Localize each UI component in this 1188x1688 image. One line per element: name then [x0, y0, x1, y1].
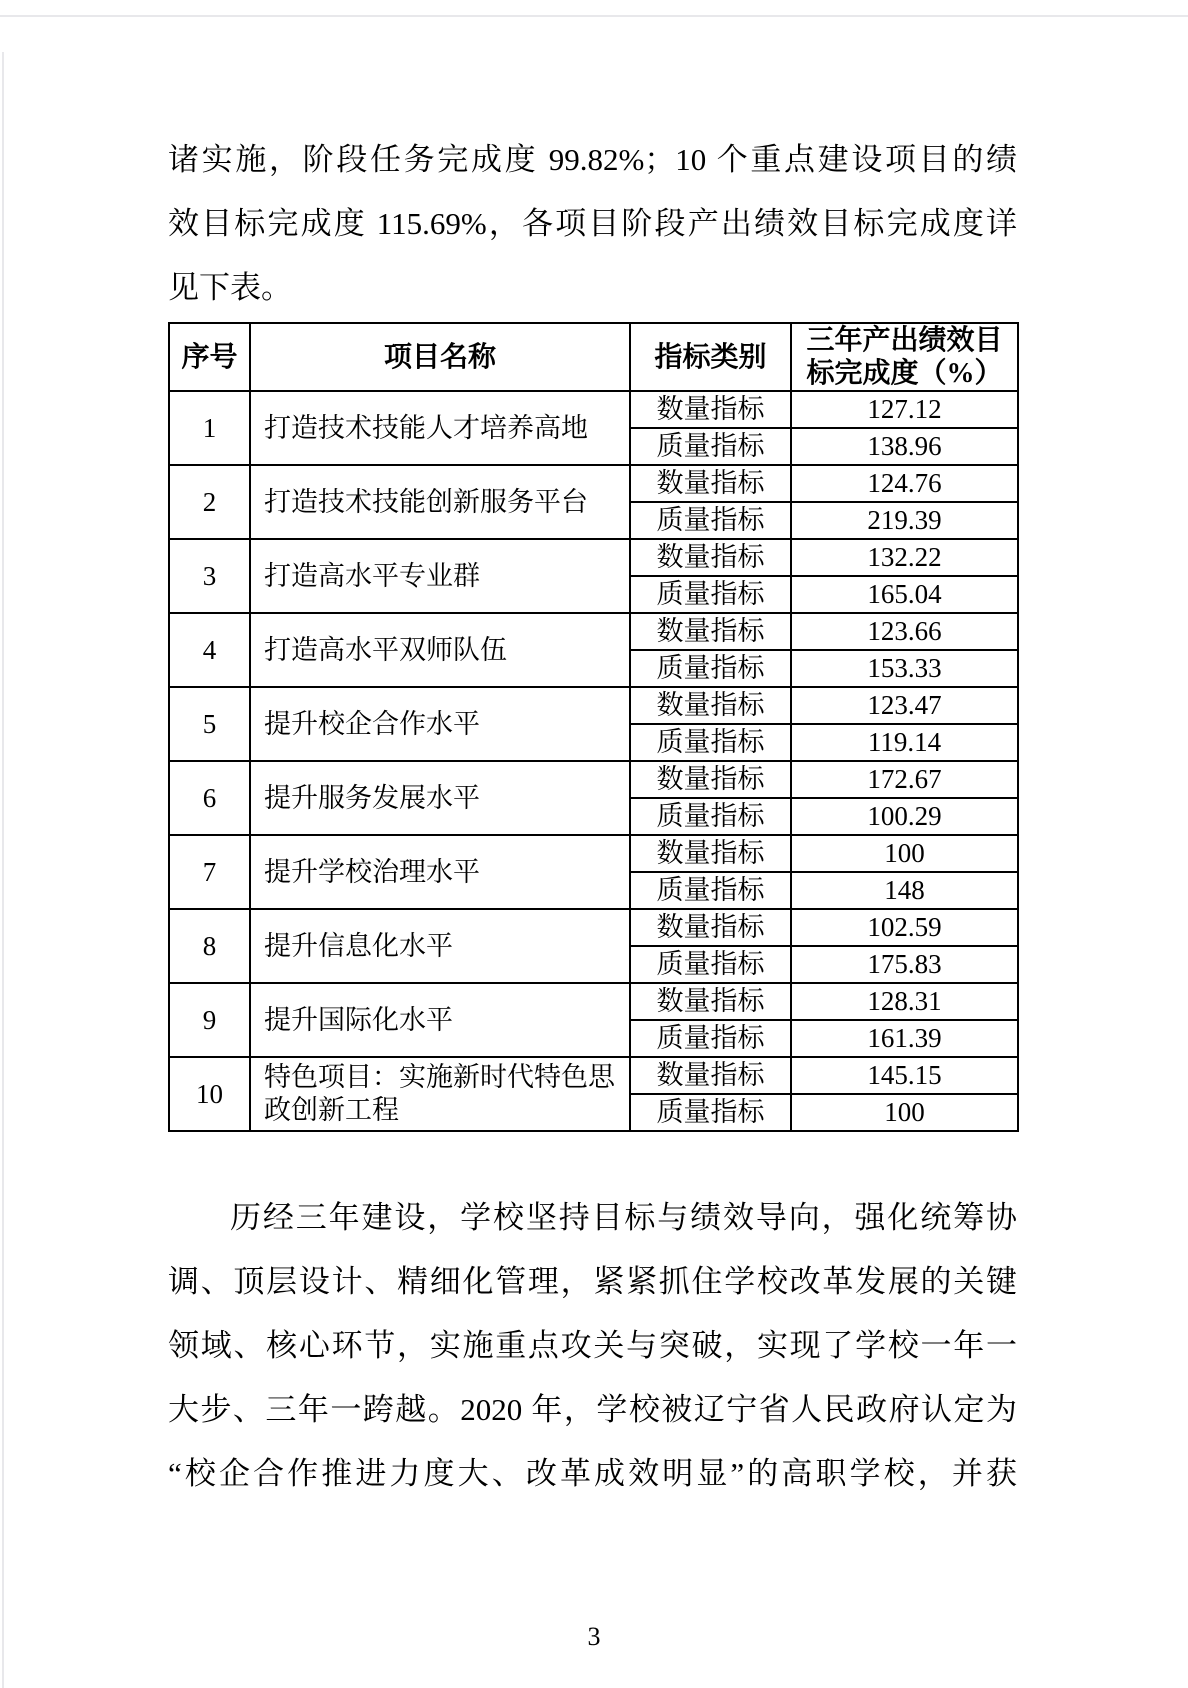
quantity-completion-value: 128.31	[791, 983, 1018, 1020]
quantity-completion-value: 123.66	[791, 613, 1018, 650]
indicator-type-quality: 质量指标	[630, 428, 791, 465]
page-top-edge-line	[0, 15, 1188, 17]
closing-line: “校企合作推进力度大、改革成效明显”的高职学校，并获	[168, 1456, 1017, 1491]
indicator-type-quality: 质量指标	[630, 724, 791, 761]
quantity-completion-value: 123.47	[791, 687, 1018, 724]
table-row-quantity	[169, 539, 1018, 576]
project-name: 打造技术技能创新服务平台	[250, 465, 630, 539]
row-serial-number: 9	[169, 983, 250, 1057]
indicator-type-quantity: 数量指标	[630, 613, 791, 650]
closing-line: 调、顶层设计、精细化管理，紧紧抓住学校改革发展的关键	[168, 1264, 1017, 1299]
indicator-type-quantity: 数量指标	[630, 539, 791, 576]
table-row-quantity	[169, 983, 1018, 1020]
row-serial-number: 3	[169, 539, 250, 613]
indicator-type-quality: 质量指标	[630, 798, 791, 835]
indicator-type-quantity: 数量指标	[630, 391, 791, 428]
intro-paragraph	[168, 128, 1017, 320]
indicator-type-quality: 质量指标	[630, 872, 791, 909]
quality-completion-value: 100	[791, 1094, 1018, 1131]
indicator-type-quality: 质量指标	[630, 576, 791, 613]
quantity-completion-value: 127.12	[791, 391, 1018, 428]
quantity-completion-value: 145.15	[791, 1057, 1018, 1094]
page-content	[168, 128, 1017, 1506]
intro-line: 见下表。	[168, 270, 292, 305]
indicator-type-quantity: 数量指标	[630, 465, 791, 502]
quality-completion-value: 161.39	[791, 1020, 1018, 1057]
table-row-quantity	[169, 909, 1018, 946]
quantity-completion-value: 132.22	[791, 539, 1018, 576]
row-serial-number: 2	[169, 465, 250, 539]
project-name: 提升信息化水平	[250, 909, 630, 983]
closing-paragraph	[168, 1186, 1017, 1506]
header-project-name: 项目名称	[250, 323, 630, 391]
closing-line: 领域、核心环节，实施重点攻关与突破，实现了学校一年一	[168, 1328, 1017, 1363]
indicator-type-quantity: 数量指标	[630, 909, 791, 946]
table-body	[169, 391, 1018, 1131]
table-header	[169, 323, 1018, 391]
table-row-quantity	[169, 613, 1018, 650]
table-row-quantity	[169, 687, 1018, 724]
quality-completion-value: 165.04	[791, 576, 1018, 613]
header-serial-number: 序号	[169, 323, 250, 391]
project-name: 提升服务发展水平	[250, 761, 630, 835]
quality-completion-value: 138.96	[791, 428, 1018, 465]
table-row-quantity	[169, 835, 1018, 872]
indicator-type-quality: 质量指标	[630, 502, 791, 539]
page-left-edge-line	[2, 52, 4, 1688]
indicator-type-quality: 质量指标	[630, 1094, 791, 1131]
indicator-type-quality: 质量指标	[630, 1020, 791, 1057]
project-name: 提升校企合作水平	[250, 687, 630, 761]
quantity-completion-value: 100	[791, 835, 1018, 872]
table-row-quantity	[169, 761, 1018, 798]
indicator-type-quality: 质量指标	[630, 650, 791, 687]
indicator-type-quantity: 数量指标	[630, 983, 791, 1020]
row-serial-number: 6	[169, 761, 250, 835]
indicator-type-quantity: 数量指标	[630, 835, 791, 872]
closing-line: 历经三年建设，学校坚持目标与绩效导向，强化统筹协	[230, 1200, 1017, 1235]
indicator-type-quantity: 数量指标	[630, 761, 791, 798]
row-serial-number: 10	[169, 1057, 250, 1131]
row-serial-number: 4	[169, 613, 250, 687]
quantity-completion-value: 124.76	[791, 465, 1018, 502]
page-number: 3	[587, 1622, 601, 1651]
quality-completion-value: 148	[791, 872, 1018, 909]
quality-completion-value: 100.29	[791, 798, 1018, 835]
table-header-row	[169, 323, 1018, 391]
project-name: 打造高水平专业群	[250, 539, 630, 613]
indicator-type-quality: 质量指标	[630, 946, 791, 983]
project-name: 打造高水平双师队伍	[250, 613, 630, 687]
row-serial-number: 7	[169, 835, 250, 909]
quantity-completion-value: 172.67	[791, 761, 1018, 798]
intro-line: 效目标完成度 115.69%，各项目阶段产出绩效目标完成度详	[168, 206, 1017, 241]
header-completion-rate: 三年产出绩效目标完成度（%）	[791, 323, 1018, 391]
table-row-quantity	[169, 465, 1018, 502]
indicator-type-quantity: 数量指标	[630, 687, 791, 724]
quality-completion-value: 219.39	[791, 502, 1018, 539]
quality-completion-value: 119.14	[791, 724, 1018, 761]
row-serial-number: 8	[169, 909, 250, 983]
quality-completion-value: 175.83	[791, 946, 1018, 983]
row-serial-number: 1	[169, 391, 250, 465]
project-name: 打造技术技能人才培养高地	[250, 391, 630, 465]
header-indicator-type: 指标类别	[630, 323, 791, 391]
project-name: 提升学校治理水平	[250, 835, 630, 909]
performance-table	[168, 322, 1019, 1132]
table-row-quantity	[169, 391, 1018, 428]
project-name: 特色项目：实施新时代特色思政创新工程	[250, 1057, 630, 1131]
quantity-completion-value: 102.59	[791, 909, 1018, 946]
intro-line: 诸实施，阶段任务完成度 99.82%；10 个重点建设项目的绩	[168, 142, 1017, 177]
table-row-quantity	[169, 1057, 1018, 1094]
row-serial-number: 5	[169, 687, 250, 761]
project-name: 提升国际化水平	[250, 983, 630, 1057]
indicator-type-quantity: 数量指标	[630, 1057, 791, 1094]
quality-completion-value: 153.33	[791, 650, 1018, 687]
closing-line: 大步、三年一跨越。2020 年，学校被辽宁省人民政府认定为	[168, 1392, 1017, 1427]
